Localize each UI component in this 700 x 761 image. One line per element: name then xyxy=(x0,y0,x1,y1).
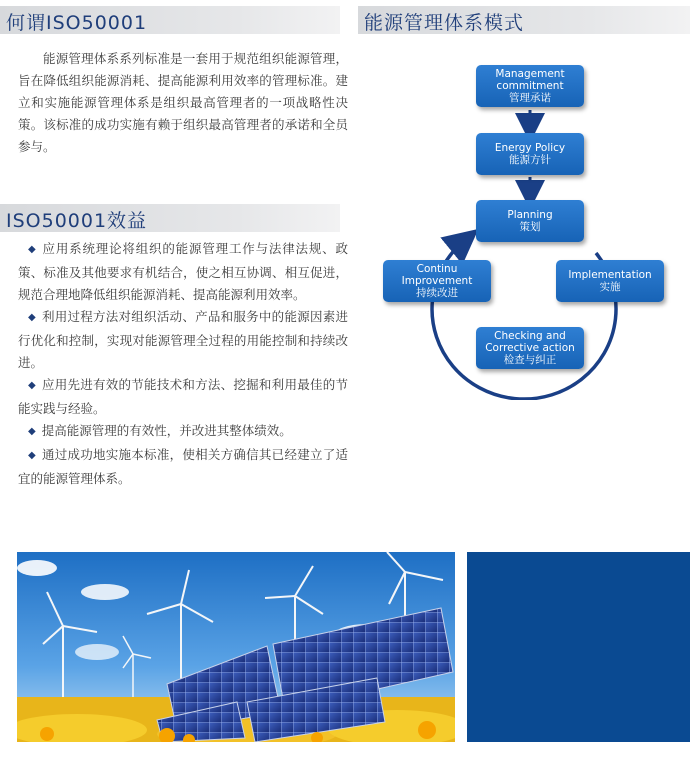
box-label-en: Corrective action xyxy=(485,342,575,354)
benefit-text: 应用系统理论将组织的能源管理工作与法律法规、政策、标准及其他要求有机结合，使之相互协调、相互促进，规范合理地降低组织能源消耗、提高能源利用效率。 xyxy=(18,241,348,302)
diamond-bullet-icon: ◆ xyxy=(28,380,36,391)
box-implementation xyxy=(556,260,664,302)
box-planning xyxy=(476,200,584,242)
benefit-item xyxy=(18,420,348,444)
intro-paragraph: 能源管理体系系列标准是一套用于规范组织能源管理，旨在降低组织能源消耗、提高能源利用效率的管理标准。建立和实施能源管理体系是组织最高管理者的一项战略性决策。该标准的成功实施有赖于组织最高管理者的承诺和全员参与。 xyxy=(18,51,348,154)
diamond-bullet-icon: ◆ xyxy=(28,426,36,437)
section-title-about: 何谓ISO50001 xyxy=(6,12,148,34)
benefit-text: 应用先进有效的节能技术和方法、挖掘和利用最佳的节能实践与经验。 xyxy=(18,377,348,416)
box-label-zh: 策划 xyxy=(519,221,541,233)
diamond-bullet-icon: ◆ xyxy=(28,450,36,461)
box-label-zh: 管理承诺 xyxy=(509,92,551,104)
box-label-en: Implementation xyxy=(568,269,652,281)
box-label-zh: 检查与纠正 xyxy=(503,354,557,366)
box-label-zh: 持续改进 xyxy=(416,287,458,299)
box-label-en: Checking and xyxy=(494,330,566,342)
benefit-text: 通过成功地实施本标准，使相关方确信其已经建立了适宜的能源管理体系。 xyxy=(18,447,348,486)
box-label-en: Energy Policy xyxy=(494,142,566,154)
diamond-bullet-icon: ◆ xyxy=(28,312,36,323)
box-checking-corrective xyxy=(476,327,584,369)
box-energy-policy xyxy=(476,133,584,175)
section-title-model: 能源管理体系模式 xyxy=(364,12,525,34)
box-label-en: Management xyxy=(495,68,565,80)
diamond-bullet-icon: ◆ xyxy=(28,244,36,255)
benefit-item xyxy=(18,444,348,490)
benefit-text: 利用过程方法对组织活动、产品和服务中的能源因素进行优化和控制，实现对能源管理全过程的用能控制和持续改进。 xyxy=(18,309,348,370)
cloud xyxy=(81,584,129,600)
box-label-en: Continu xyxy=(416,263,458,275)
section-title-benefits: ISO50001效益 xyxy=(6,210,148,232)
box-label-en: commitment xyxy=(496,80,564,92)
box-label-zh: 实施 xyxy=(599,281,621,293)
box-label-zh: 能源方针 xyxy=(509,154,551,166)
blue-color-panel xyxy=(467,552,690,742)
cloud xyxy=(75,644,119,660)
cloud xyxy=(17,560,57,576)
benefit-text: 提高能源管理的有效性，并改进其整体绩效。 xyxy=(41,423,292,438)
box-label-en: Improvement xyxy=(401,275,473,287)
box-continual-improvement xyxy=(383,260,491,302)
box-label-en: Planning xyxy=(507,209,553,221)
solar-wind-photo xyxy=(17,552,455,742)
box-management-commitment xyxy=(476,65,584,107)
